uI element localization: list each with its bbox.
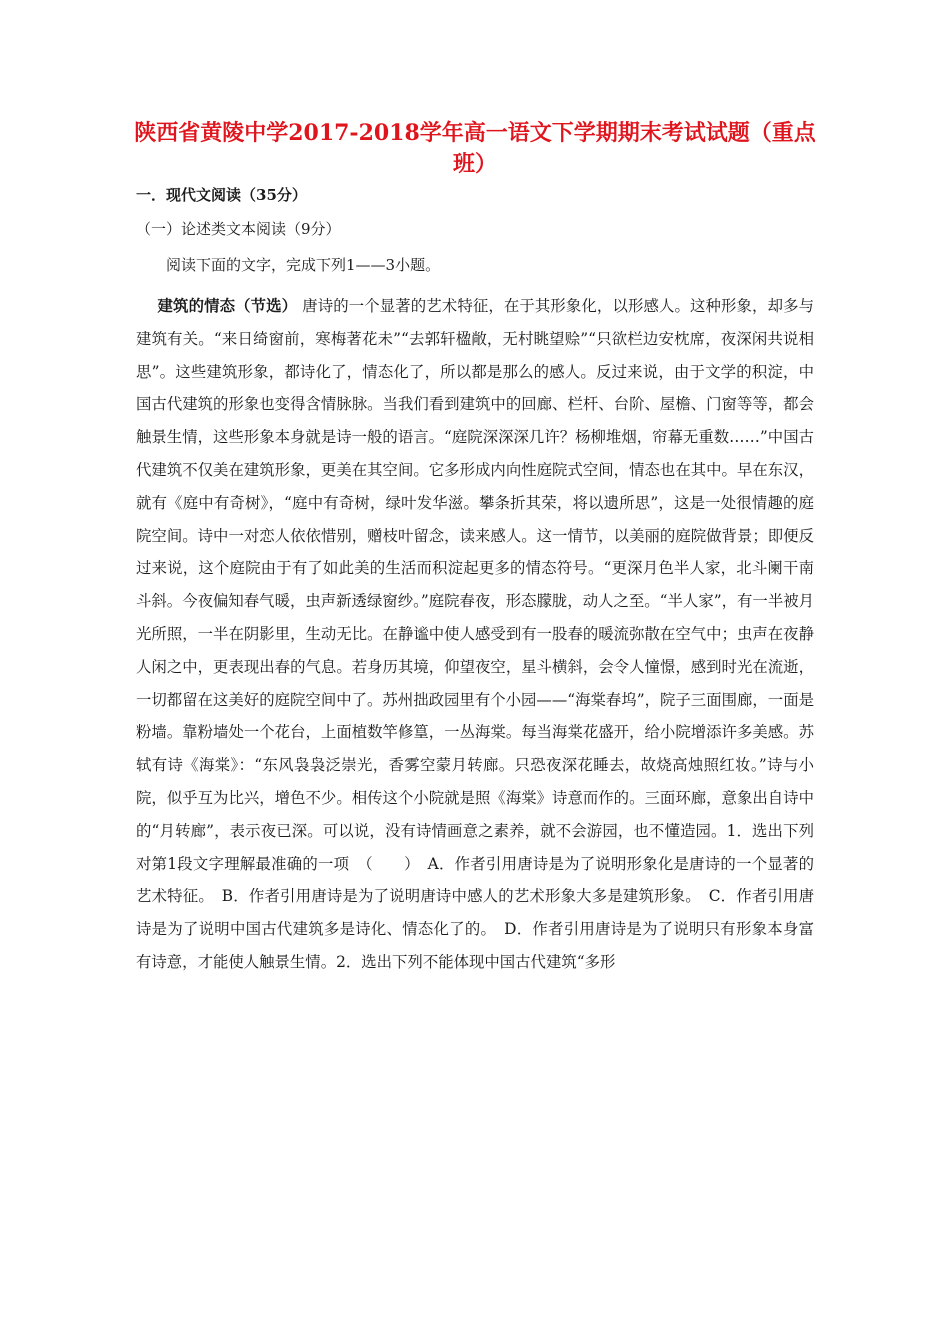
document-title: 陕西省黄陵中学2017-2018学年高一语文下学期期末考试试题（重点班） [134,120,816,177]
section-heading: 一．现代文阅读（35分） [136,186,307,204]
sub-heading: （一）论述类文本阅读（9分） [136,220,341,238]
reading-instruction: 阅读下面的文字，完成下列1——3小题。 [166,256,441,274]
article-paragraph [136,290,814,979]
article-title: 建筑的情态（节选） [157,297,298,315]
article-body: 唐诗的一个显著的艺术特征，在于其形象化，以形感人。这种形象，却多与建筑有关。“来日绮窗前，寒梅著花未”“去郭轩楹敞，无村眺望赊”“只欲栏边安枕席，夜深闲共说相思”。这些建筑形象，都诗化了，情态化了，所以都是那么的感人。反过来说，由于文学的积淀，中国古代建筑的形象也变得含情脉脉。当我们看到建筑中的回廊、栏杆、台阶、屋檐、门窗等等，都会触景生情，这些形象本身就是诗一般的语言。“庭院深深深几许？杨柳堆烟，帘幕无重数……”中国古代建筑不仅美在建筑形象，更美在其空间。它多形成内向性庭院式空间，情态也在其中。早在东汉，就有《庭中有奇树》，“庭中有奇树，绿叶发华滋。攀条折其荣，将以遗所思”，这是一处很情趣的庭院空间。诗中一对恋人依依惜别，赠枝叶留念，读来感人。这一情节，以美丽的庭院做背景；即便反过来说，这个庭院由于有了如此美的生活而积淀起更多的情态符号。“更深月色半人家，北斗阑干南斗斜。今夜偏知春气暖，虫声新透绿窗纱。”庭院春夜，形态朦胧，动人之至。“半人家”，有一半被月光所照，一半在阴影里，生动无比。在静谧中使人感受到有一股春的暖流弥散在空气中；虫声在夜静人闲之中，更表现出春的气息。若身历其境，仰望夜空，星斗横斜，会令人憧憬，感到时光在流逝，一切都留在这美好的庭院空间中了。苏州拙政园里有个小园——“海棠春坞”，院子三面围廊，一面是粉墙。靠粉墙处一个花台，上面植数竿修篁，一丛海棠。每当海棠花盛开，给小院增添许多美感。苏轼有诗《海棠》：“东风袅袅泛崇光，香雾空蒙月转廊。只恐夜深花睡去，故烧高烛照红妆。”诗与小院，似乎互为比兴，增色不少。相传这个小院就是照《海棠》诗意而作的。三面环廊，意象出自诗中的“月转廊”，表示夜已深。可以说，没有诗情画意之素养，就不会游园，也不懂造园。1．选出下列对第1段文字理解最准确的一项 （ ） A．作者引用唐诗是为了说明形象化是唐诗的一个显著的艺术特征。 B．作者引用唐诗是为了说明唐诗中感人的艺术形象大多是建筑形象。 C．作者引用唐诗是为了说明中国古代建筑多是诗化、情态化了的。 D．作者引用唐诗是为了说明只有形象本身富有诗意，才能使人触景生情。2．选出下列不能体现中国古代建筑“多形 [136,297,814,971]
